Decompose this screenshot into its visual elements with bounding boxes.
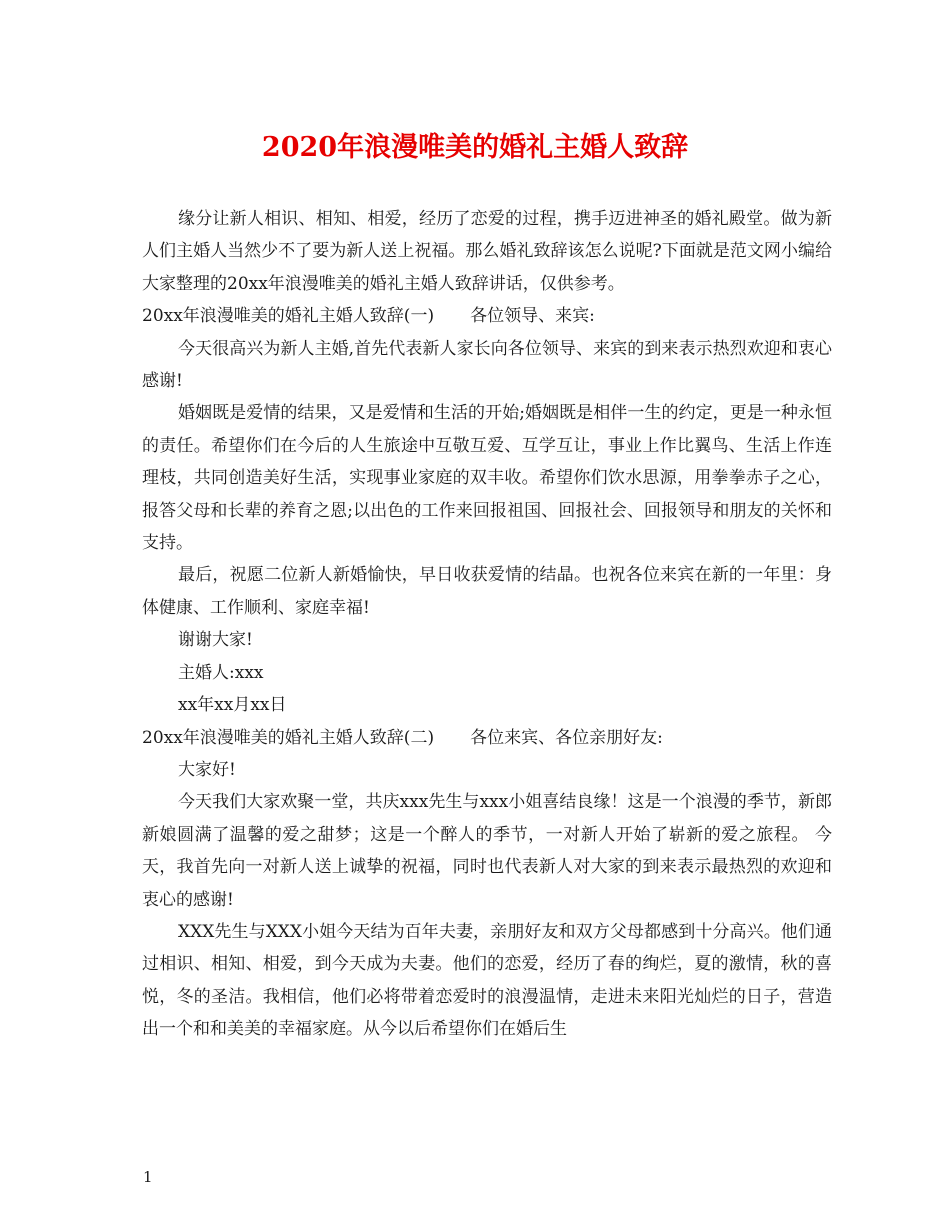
section-1-heading: 20xx年浪漫唯美的婚礼主婚人致辞(一)	[142, 306, 435, 327]
section-2-heading-line	[142, 722, 832, 754]
intro-paragraph: 缘分让新人相识、相知、相爱，经历了恋爱的过程，携手迈进神圣的婚礼殿堂。做为新人们主婚人当然少不了要为新人送上祝福。那么婚礼致辞该怎么说呢?下面就是范文网小编给大家整理的20xx年浪漫唯美的婚礼主婚人致辞讲话，仅供参考。	[142, 209, 832, 294]
section-1-paragraph: 今天很高兴为新人主婚,首先代表新人家长向各位领导、来宾的到来表示热烈欢迎和衷心感谢!	[142, 338, 832, 392]
section-1-salutation: 各位领导、来宾:	[470, 306, 595, 327]
section-2-paragraph: XXX先生与XXX小姐今天结为百年夫妻，亲朋好友和双方父母都感到十分高兴。他们通过相识、相知、相爱，到今天成为夫妻。他们的恋爱，经历了春的绚烂，夏的激情，秋的喜悦，冬的圣洁。我相信，他们必将带着恋爱时的浪漫温情，走进未来阳光灿烂的日子，营造出一个和和美美的幸福家庭。从今以后希望你们在婚后生	[142, 921, 832, 1040]
document-body	[142, 203, 832, 1046]
section-1-paragraph: 婚姻既是爱情的结果，又是爱情和生活的开始;婚姻既是相伴一生的约定，更是一种永恒的责任。希望你们在今后的人生旅途中互敬互爱、互学互让，事业上作比翼鸟、生活上作连理枝，共同创造美好生活，实现事业家庭的双丰收。希望你们饮水思源，用拳拳赤子之心，报答父母和长辈的养育之恩;以出色的工作来回报祖国、回报社会、回报领导和朋友的关怀和支持。	[142, 403, 832, 554]
document-title: 2020年浪漫唯美的婚礼主婚人致辞	[261, 132, 689, 163]
section-1-date: xx年xx月xx日	[178, 695, 287, 716]
section-2-paragraph: 今天我们大家欢聚一堂，共庆xxx先生与xxx小姐喜结良缘！这是一个浪漫的季节，新郎新娘圆满了温馨的爱之甜梦；这是一个醉人的季节，一对新人开始了崭新的爱之旅程。 今天，我首先向一对新人送上诚挚的祝福，同时也代表新人对大家的到来表示最热烈的欢迎和衷心的感谢!	[142, 792, 832, 910]
section-2-heading: 20xx年浪漫唯美的婚礼主婚人致辞(二)	[142, 727, 435, 748]
section-1-paragraph: 最后，祝愿二位新人新婚愉快，早日收获爱情的结晶。也祝各位来宾在新的一年里：身体健康、工作顺利、家庭幸福!	[142, 565, 832, 618]
page-number: 1	[143, 1168, 153, 1186]
section-1-thanks: 谢谢大家!	[178, 630, 253, 651]
section-2-greeting: 大家好!	[178, 759, 236, 780]
section-2-salutation: 各位来宾、各位亲朋好友:	[470, 727, 663, 748]
section-1-signature: 主婚人:xxx	[178, 662, 264, 683]
section-1-heading-line	[142, 300, 832, 332]
